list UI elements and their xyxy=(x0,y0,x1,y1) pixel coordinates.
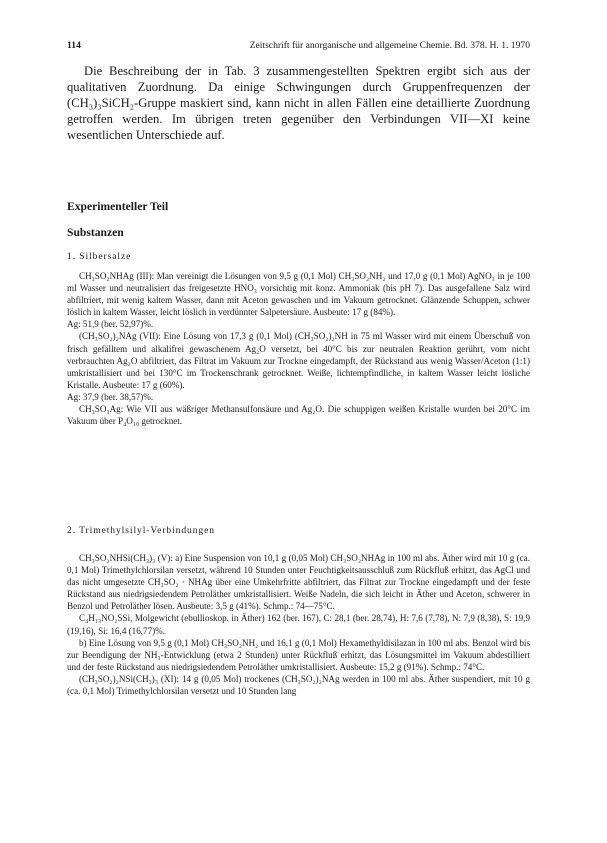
intro-paragraph: Die Beschreibung der in Tab. 3 zusammengestellten Spektren ergibt sich aus der qualitativen Zuordnung. Da einige Schwingungen durch Gruppenfrequenzen der (CH₃)₃SiCH₂-Gruppe maskiert sind, kann nicht in allen Fällen eine detaillierte Zuordnung getroffen werden. Im übrigen treten gegenüber den Verbindungen VII—XI keine wesentlichen Unterschiede auf. xyxy=(67,64,530,142)
heading-experimental: Experimenteller Teil xyxy=(67,200,169,213)
paragraph-silver-methanesulfonamide: CH₃SO₂NHAg (III): Man vereinigt die Lösungen von 9,5 g (0,1 Mol) CH₃SO₂NH₂ und 17,0 g (0,1 Mol) AgNO₃ in je 100 ml Wasser und neutralisiert das freigesetzte HNO₃ vorsichtig mit konz. Ammoniak (bis pH 7). Das ausgefallene Salz wird abfiltriert, mit wenig kaltem Wasser, dann mit Aceton gewaschen und im Vakuum getrocknet. Glänzende Schuppen, schwer löslich in kaltem Wasser, leicht löslich in verdünnter Salpetersäure. Ausbeute: 17 g (84%). xyxy=(67,271,530,318)
paragraph-silver-disulfonimide: (CH₃SO₂)₂NAg (VII): Eine Lösung von 17,3 g (0,1 Mol) (CH₃SO₂)₂NH in 75 ml Wasser wird mit einem Überschuß von frisch gefälltem und alkalifrei gewaschenem Ag₂O versetzt, bei 40°C bis zur neutralen Reaktion gerührt, vom nicht verbrauchten Ag₂O abfiltriert, das Filtrat im Vakuum zur Trockne eingedampft, der Rückstand aus wenig Wasser/Aceton (1:1) umkristallisiert und bei 130°C im Trockenschrank getrocknet. Weiße, lichtempfindliche, in kaltem Wasser leicht lösliche Kristalle. Ausbeute: 17 g (60%). xyxy=(67,331,530,390)
section-1-body xyxy=(67,270,530,427)
analysis-line: Ag: 51,9 (ber. 52,97)%. xyxy=(67,319,154,330)
page-number: 114 xyxy=(67,40,81,51)
journal-citation: Zeitschrift für anorganische und allgemeine Chemie. Bd. 378. H. 1. 1970 xyxy=(249,40,530,51)
heading-section-1: 1. Silbersalze xyxy=(67,251,132,262)
paragraph-silver-methanesulfonate: CH₃SO₃Ag: Wie VII aus wäßriger Methansulfonsäure und Ag₂O. Die schuppigen weißen Kristalle wurden bei 20°C im Vakuum über P₄O₁₀ getrocknet. xyxy=(67,404,530,427)
heading-section-2: 2. Trimethylsilyl-Verbindungen xyxy=(67,525,215,536)
heading-substances: Substanzen xyxy=(67,226,124,239)
paragraph-compound-v: CH₃SO₂NHSi(CH₃)₃ (V): a) Eine Suspension von 10,1 g (0,05 Mol) CH₃SO₂NHAg in 100 ml abs. Äther wird mit 10 g (ca. 0,1 Mol) Trimethylchlorsilan versetzt, während 10 Stunden unter Feuchtigkeitsausschluß zum Rückfluß erhitzt, das AgCl und das nicht umgesetzte CH₃SO₂ · NHAg über eine Umkehrfritte abfiltriert, das Filtrat zur Trockne eingedampft und der feste Rückstand aus niedrigsiedendem Petroläther umkristallisiert. Weiße Nadeln, die sich leicht in Äther und Aceton, schwerer in Benzol und Petroläther lösen. Ausbeute: 3,5 g (41%). Schmp.: 74—75°C. xyxy=(67,553,530,612)
analysis-line: Ag: 37,9 (ber. 38,57)%. xyxy=(67,391,154,402)
paragraph-compound-xi: (CH₃SO₂)₂NSi(CH₃)₃ (XI): 14 g (0,05 Mol) trockenes (CH₃SO₂)₂NAg werden in 100 ml abs. Äther suspendiert, mit 10 g (ca. 0,1 Mol) Trimethylchlorsilan versetzt und 10 Stunden lang xyxy=(67,673,530,697)
paragraph-method-b: b) Eine Lösung von 9,5 g (0,1 Mol) CH₃SO₂NH₂ und 16,1 g (0,1 Mol) Hexamethyldisilazan in 100 ml abs. Benzol wird bis zur Beendigung der NH₃-Entwicklung (etwa 2 Stunden) unter Rückfluß erhitzt, das Lösungsmittel im Vakuum abdestilliert und der feste Rückstand aus niedrigsiedendem Petroläther umkristallisiert. Ausbeute: 15,2 g (91%). Schmp.: 74°C. xyxy=(67,637,530,672)
analysis-compound-v: C₄H₁₃NO₂SSi, Molgewicht (ebullioskop. in Äther) 162 (ber. 167), C: 28,1 (ber. 28,74), H: 7,6 (7,78), N: 7,9 (8,38), S: 19,9 (19,16), Si: 16,4 (16,77)%. xyxy=(67,613,530,636)
section-2-body xyxy=(67,552,530,697)
